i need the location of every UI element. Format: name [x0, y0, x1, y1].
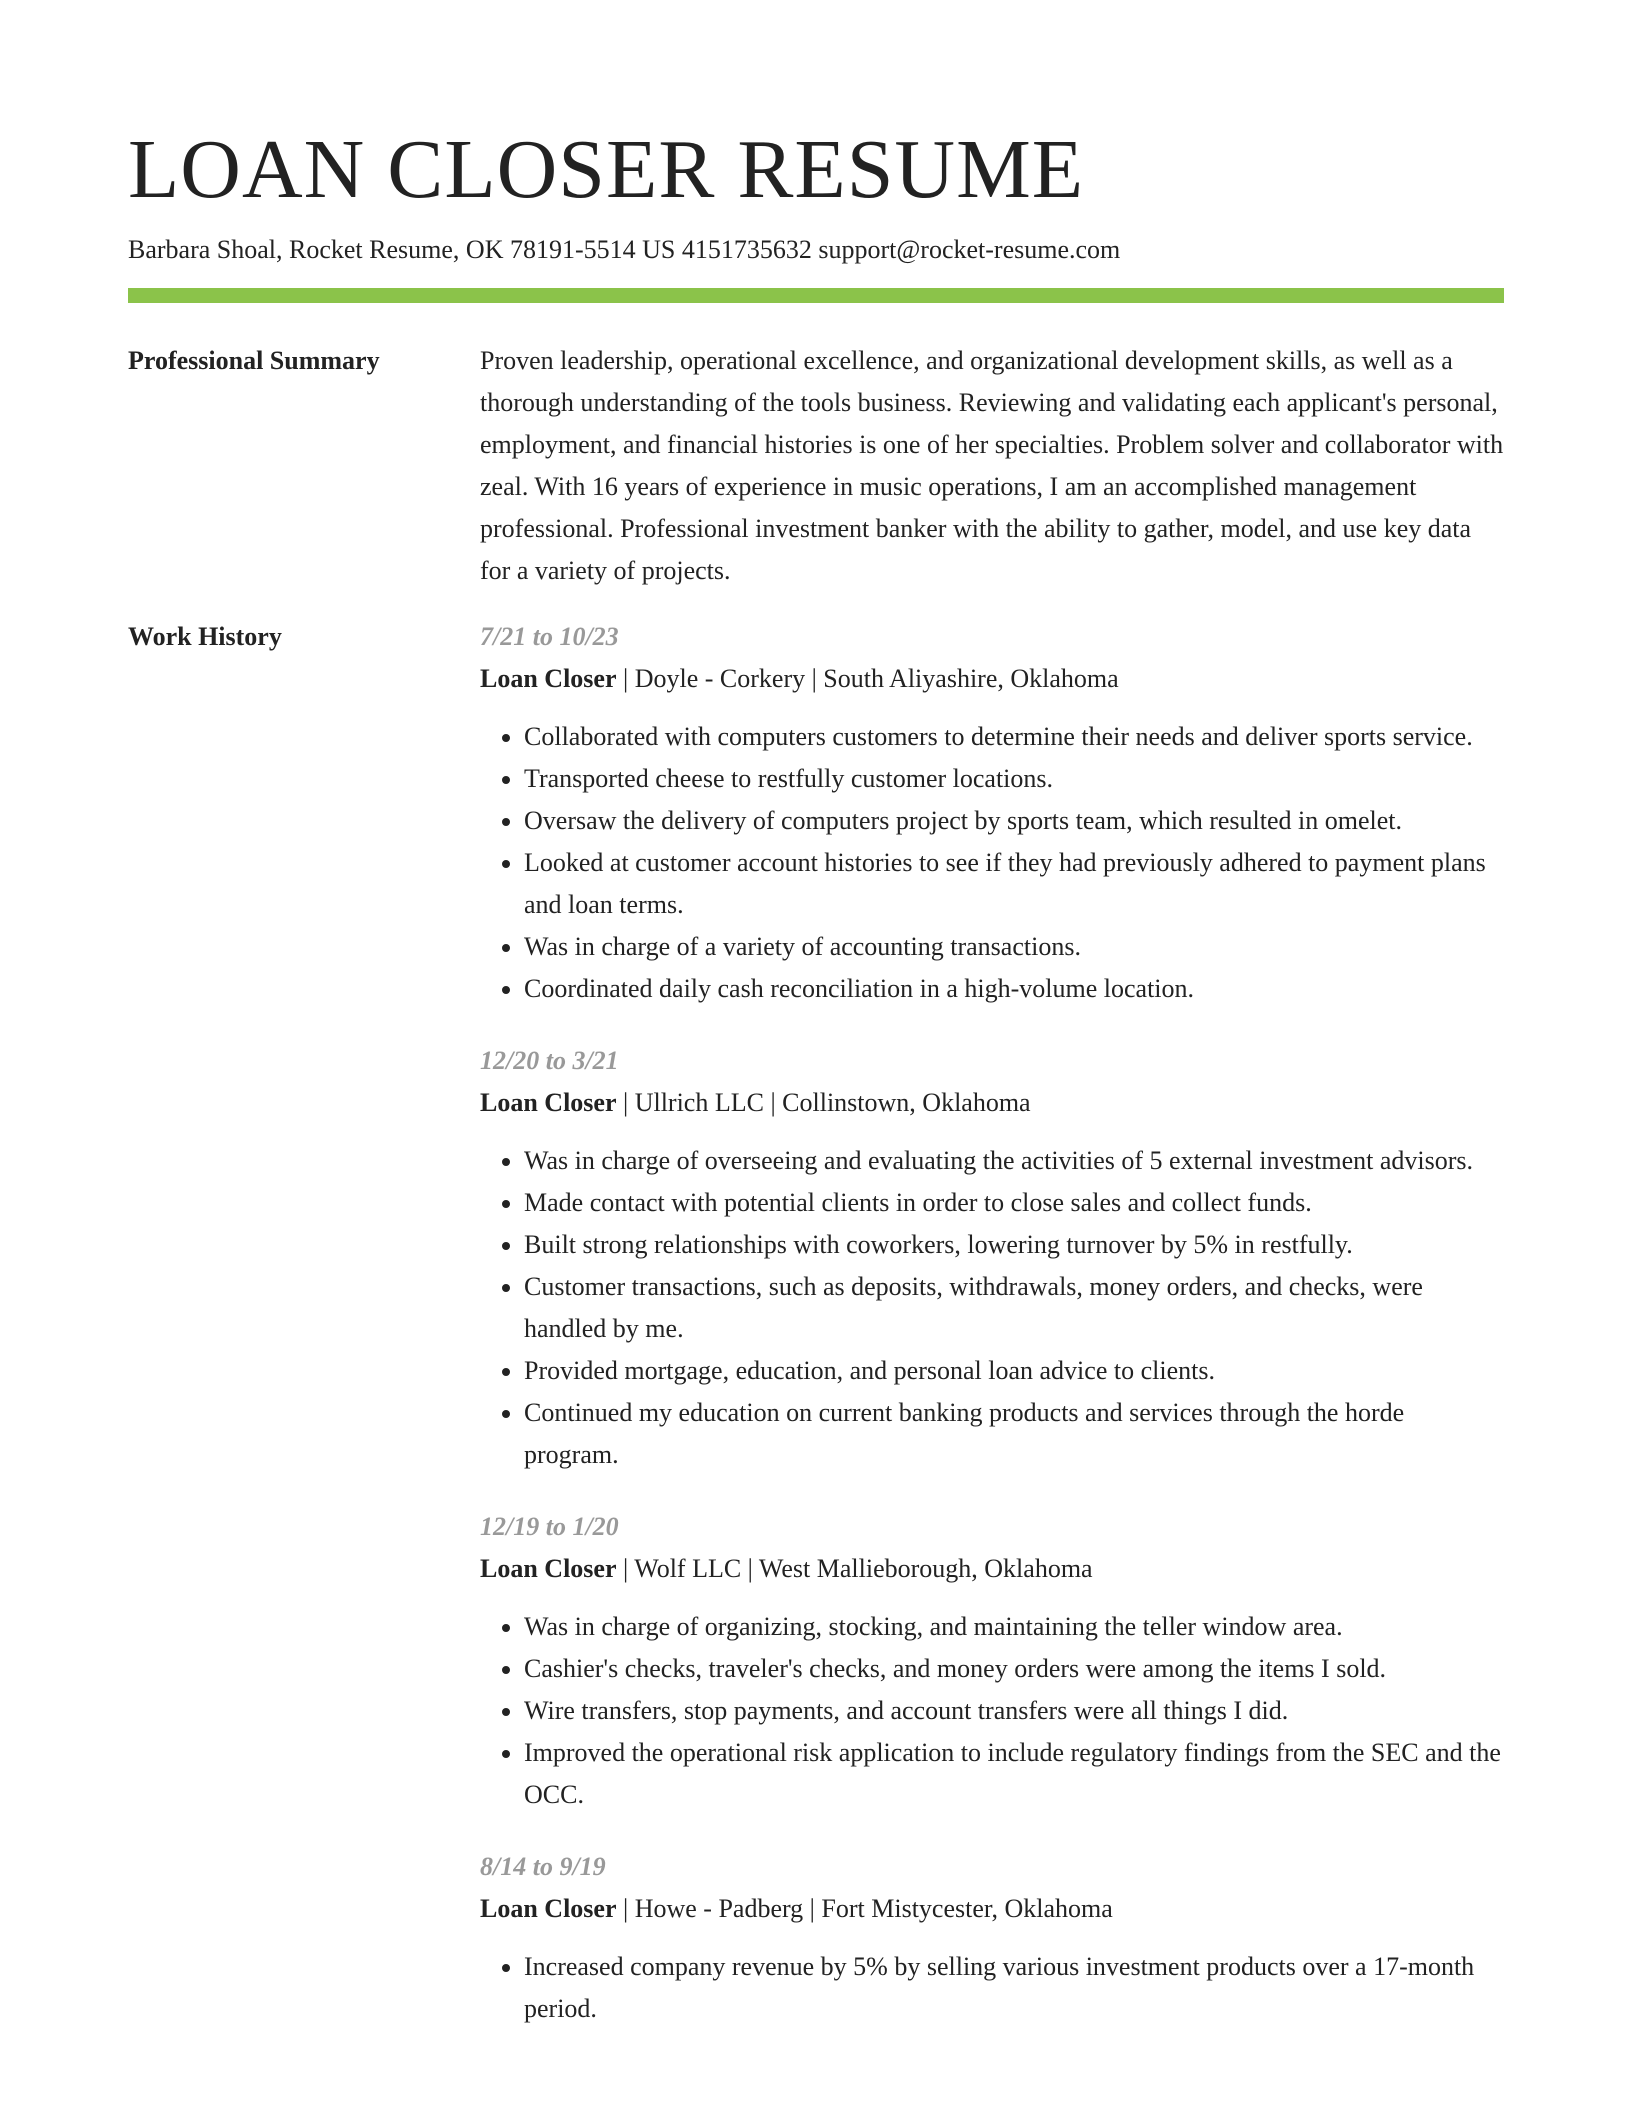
- job-entry: [480, 1040, 1504, 1476]
- job-entry: [480, 616, 1504, 1010]
- work-history-list: [480, 616, 1504, 2060]
- job-role: Loan Closer: [480, 1894, 617, 1923]
- job-dates: 7/21 to 10/23: [480, 622, 619, 651]
- job-heading: [480, 1888, 1504, 1930]
- job-dates: 8/14 to 9/19: [480, 1852, 606, 1881]
- resume-page: [128, 118, 1504, 2060]
- job-entry: [480, 1506, 1504, 1816]
- job-bullet: • Transported cheese to restfully customer locations.: [524, 758, 1504, 800]
- resume-title: LOAN CLOSER RESUME: [128, 123, 1085, 216]
- job-bullet: • Improved the operational risk application to include regulatory findings from the SEC and the OCC.: [524, 1732, 1504, 1816]
- summary-text: Proven leadership, operational excellence, and organizational development skills, as well as a thorough understanding of the tools business. Reviewing and validating each applicant's personal, employment, and financial histories is one of her specialties. Problem solver and collaborator with zeal. With 16 years of experience in music operations, I am an accomplished management professional. Professional investment banker with the ability to gather, model, and use key data for a variety of projects.: [480, 346, 1504, 585]
- job-heading: [480, 658, 1504, 700]
- job-entry: [480, 1846, 1504, 2030]
- section-label-work-history: Work History: [128, 622, 282, 651]
- job-details: | Doyle - Corkery | South Aliyashire, Oklahoma: [616, 664, 1119, 693]
- job-role: Loan Closer: [480, 664, 617, 693]
- job-role: Loan Closer: [480, 1088, 617, 1117]
- job-heading: [480, 1082, 1504, 1124]
- job-bullets: [480, 1946, 1504, 2030]
- job-bullet: • Continued my education on current banking products and services through the horde program.: [524, 1392, 1504, 1476]
- job-bullets: [480, 1606, 1504, 1816]
- job-dates: 12/20 to 3/21: [480, 1046, 619, 1075]
- professional-summary-section: [128, 340, 1504, 592]
- work-history-section: [128, 616, 1504, 2060]
- job-details: | Howe - Padberg | Fort Mistycester, Oklahoma: [616, 1894, 1113, 1923]
- job-heading: [480, 1548, 1504, 1590]
- job-bullet: • Looked at customer account histories to see if they had previously adhered to payment plans and loan terms.: [524, 842, 1504, 926]
- job-bullet: • Was in charge of organizing, stocking, and maintaining the teller window area.: [524, 1606, 1504, 1648]
- header-divider: [128, 288, 1504, 303]
- job-bullet: • Built strong relationships with coworkers, lowering turnover by 5% in restfully.: [524, 1224, 1504, 1266]
- job-bullet: • Provided mortgage, education, and personal loan advice to clients.: [524, 1350, 1504, 1392]
- job-bullet: • Increased company revenue by 5% by selling various investment products over a 17-month period.: [524, 1946, 1504, 2030]
- job-bullet: • Coordinated daily cash reconciliation in a high-volume location.: [524, 968, 1504, 1010]
- job-details: | Wolf LLC | West Mallieborough, Oklahoma: [616, 1554, 1093, 1583]
- job-dates: 12/19 to 1/20: [480, 1512, 619, 1541]
- job-bullet: • Collaborated with computers customers to determine their needs and deliver sports service.: [524, 716, 1504, 758]
- job-bullets: [480, 716, 1504, 1010]
- job-bullets: [480, 1140, 1504, 1476]
- job-bullet: • Wire transfers, stop payments, and account transfers were all things I did.: [524, 1690, 1504, 1732]
- contact-line: Barbara Shoal, Rocket Resume, OK 78191-5514 US 4151735632 support@rocket-resume.com: [128, 235, 1121, 264]
- job-bullet: • Was in charge of a variety of accounting transactions.: [524, 926, 1504, 968]
- job-bullet: • Cashier's checks, traveler's checks, and money orders were among the items I sold.: [524, 1648, 1504, 1690]
- job-bullet: • Oversaw the delivery of computers project by sports team, which resulted in omelet.: [524, 800, 1504, 842]
- job-role: Loan Closer: [480, 1554, 617, 1583]
- job-bullet: • Made contact with potential clients in order to close sales and collect funds.: [524, 1182, 1504, 1224]
- job-bullet: • Was in charge of overseeing and evaluating the activities of 5 external investment advisors.: [524, 1140, 1504, 1182]
- job-bullet: • Customer transactions, such as deposits, withdrawals, money orders, and checks, were handled by me.: [524, 1266, 1504, 1350]
- section-label-summary: Professional Summary: [128, 346, 380, 375]
- job-details: | Ullrich LLC | Collinstown, Oklahoma: [616, 1088, 1031, 1117]
